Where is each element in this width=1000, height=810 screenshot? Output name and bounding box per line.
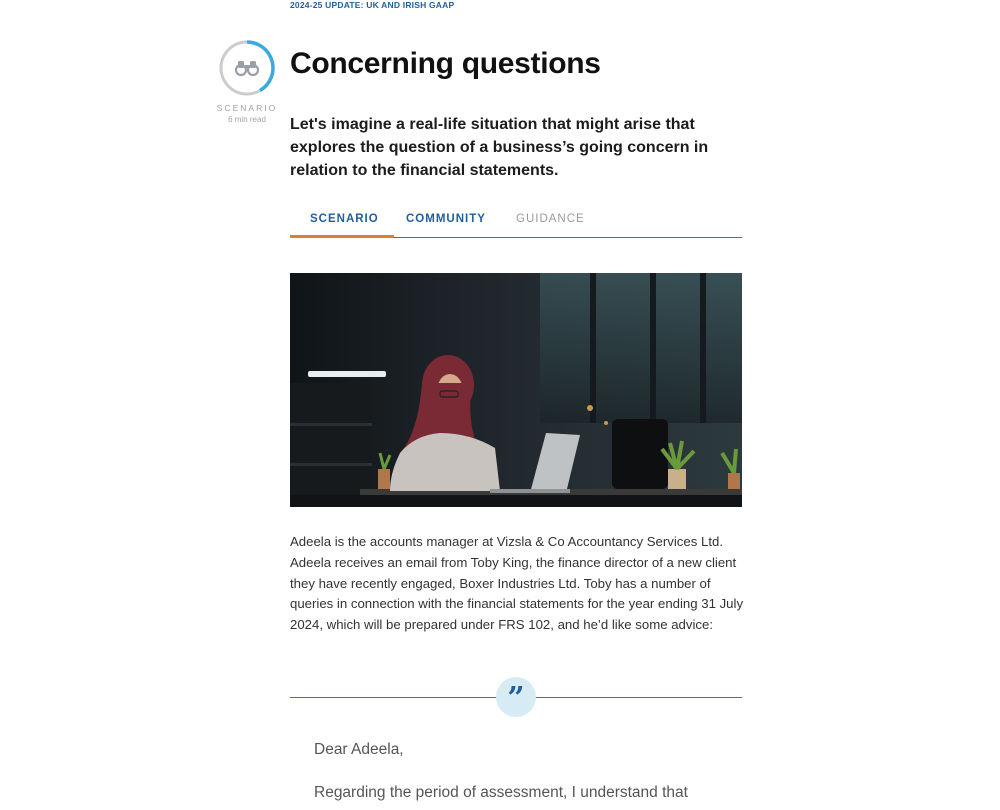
- letter-greeting: Dear Adeela,: [314, 741, 404, 758]
- tab-bar: [290, 205, 742, 238]
- scenario-badge: [218, 39, 276, 97]
- active-tab-indicator: [290, 235, 394, 238]
- quote-icon: ”: [507, 681, 525, 716]
- letter-first-line: Regarding the period of assessment, I understand that: [314, 784, 688, 801]
- hero-image: [290, 273, 742, 507]
- tab-scenario[interactable]: SCENARIO: [310, 213, 379, 225]
- page-title: Concerning questions: [290, 47, 601, 80]
- binoculars-icon: [218, 39, 276, 97]
- read-time: 6 min read: [228, 115, 266, 124]
- tab-community[interactable]: COMMUNITY: [406, 213, 486, 225]
- office-scene-illustration: [290, 273, 742, 507]
- badge-label: SCENARIO: [216, 103, 278, 113]
- tab-guidance[interactable]: GUIDANCE: [516, 213, 585, 225]
- scenario-body-text: Adeela is the accounts manager at Vizsla & Co Accountancy Services Ltd. Adeela receives an email from Toby King, the finance director of a new client they have recently engaged, Boxer Industries Ltd. Toby has a number of queries in connection with the financial statements for the year ending 31 July 2024, which will be prepared under FRS 102, and he’d like some advice:: [290, 534, 744, 633]
- update-label[interactable]: 2024-25 UPDATE: UK AND IRISH GAAP: [290, 0, 455, 10]
- intro-text: Let's imagine a real-life situation that might arise that explores the question of a business’s going concern in relation to the financial statements.: [290, 116, 709, 179]
